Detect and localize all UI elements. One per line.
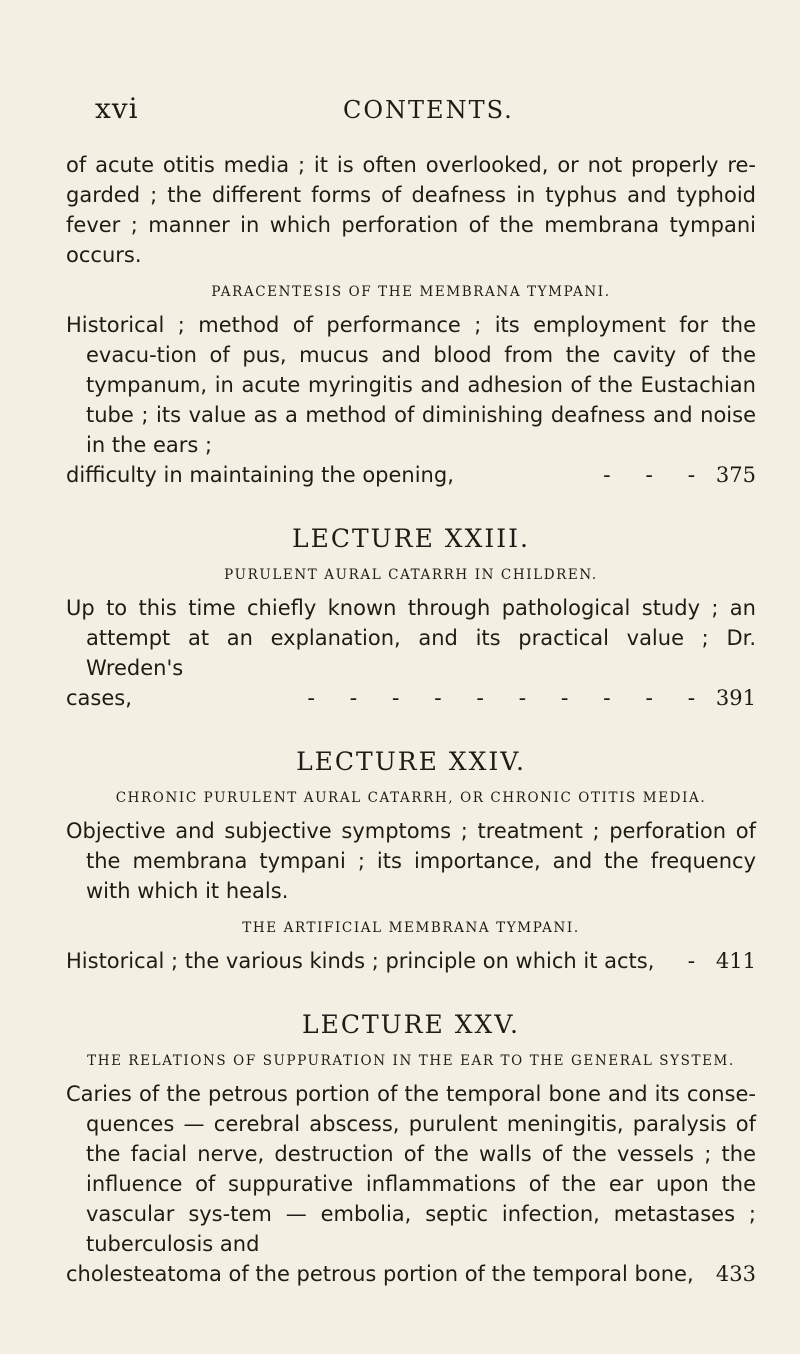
leader-dashes: - - - - - - - - - - bbox=[307, 686, 710, 710]
entry-last-line bbox=[66, 683, 756, 713]
lecture-heading-xxiii: LECTURE XXIII. bbox=[292, 524, 530, 553]
entry-paracentesis bbox=[66, 310, 756, 490]
entry-xxv bbox=[66, 1079, 756, 1289]
page-number: 411 bbox=[715, 949, 756, 973]
entry-artificial bbox=[66, 946, 756, 976]
folio-number: xvi bbox=[95, 92, 139, 125]
subheading-paracentesis: PARACENTESIS OF THE MEMBRANA TYMPANI. bbox=[211, 284, 611, 300]
page-number: 391 bbox=[715, 686, 756, 710]
continued-paragraph: of acute otitis media ; it is often overlooked, or not properly re-garded ; the different forms of deafness in typhus and typhoid fever ; manner in which perforation of the membrana tympani occurs. bbox=[66, 153, 756, 267]
entry-last-text: cases, bbox=[66, 686, 132, 710]
entry-xxiii bbox=[66, 593, 756, 713]
page-number: 433 bbox=[715, 1262, 756, 1286]
leader-dashes: - bbox=[687, 949, 710, 973]
subheading-chronic-purulent: CHRONIC PURULENT AURAL CATARRH, OR CHRONIC OTITIS MEDIA. bbox=[115, 790, 707, 806]
lecture-heading-xxiv: LECTURE XXIV. bbox=[296, 747, 526, 776]
subheading-purulent-children: PURULENT AURAL CATARRH IN CHILDREN. bbox=[224, 567, 598, 583]
page-number: 375 bbox=[715, 463, 756, 487]
entry-text: Up to this time chiefly known through pathological study ; an attempt at an explanation, and its practical value ; Dr. Wreden's bbox=[66, 596, 756, 680]
entry-last-line bbox=[66, 1259, 756, 1289]
entry-text: Historical ; method of performance ; its employment for the evacu-tion of pus, mucus and blood from the cavity of the tympanum, in acute myringitis and adhesion of the Eustachian tube ; its value as a method of diminishing deafness and noise in the ears ; bbox=[66, 313, 756, 457]
entry-last-line bbox=[66, 946, 756, 976]
leader-dashes: - - - bbox=[603, 463, 710, 487]
lecture-heading-xxv: LECTURE XXV. bbox=[302, 1010, 520, 1039]
running-title: CONTENTS. bbox=[343, 96, 514, 124]
page-header bbox=[95, 92, 740, 132]
entry-text: Caries of the petrous portion of the temporal bone and its conse-quences — cerebral abscess, purulent meningitis, paralysis of the facial nerve, destruction of the walls of the vessels ; the influence of suppurative inflammations of the ear upon the vascular sys-tem — embolia, septic infection, metastases ; tuberculosis and bbox=[66, 1082, 756, 1256]
subheading-relations-suppuration: THE RELATIONS OF SUPPURATION IN THE EAR TO THE GENERAL SYSTEM. bbox=[87, 1053, 735, 1069]
entry-last-text: difficulty in maintaining the opening, bbox=[66, 463, 454, 487]
entry-last-text: cholesteatoma of the petrous portion of the temporal bone, bbox=[66, 1262, 694, 1286]
entry-last-text: Historical ; the various kinds ; principle on which it acts, bbox=[66, 949, 655, 973]
entry-last-line bbox=[66, 460, 756, 490]
contents-body bbox=[66, 150, 756, 1289]
entry-xxiv: Objective and subjective symptoms ; treatment ; perforation of the membrana tympani ; its importance, and the frequency with which it heals. bbox=[66, 819, 756, 903]
subheading-artificial-membrana: THE ARTIFICIAL MEMBRANA TYMPANI. bbox=[242, 920, 580, 936]
